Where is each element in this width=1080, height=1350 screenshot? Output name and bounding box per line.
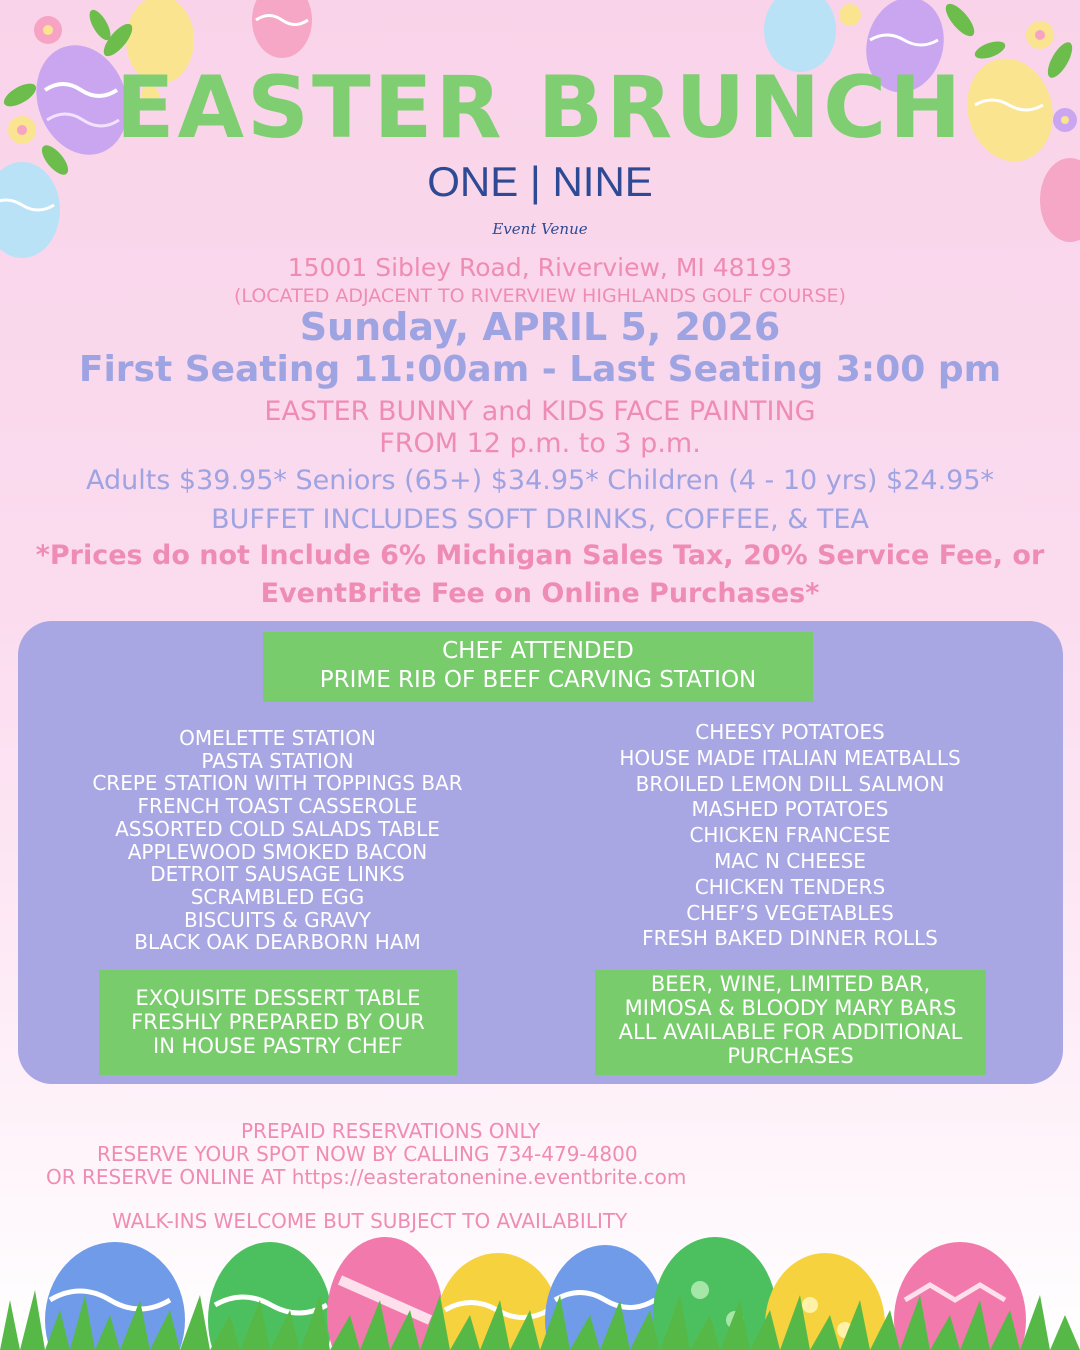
chef-station-box bbox=[263, 632, 813, 702]
menu-list-right bbox=[550, 720, 1030, 952]
menu-item: APPLEWOOD SMOKED BACON bbox=[127, 839, 428, 864]
menu-item: MAC N CHEESE bbox=[714, 848, 866, 873]
brand-logo: ONE | NINE bbox=[427, 158, 653, 205]
menu-item: DETROIT SAUSAGE LINKS bbox=[150, 862, 405, 887]
reservation-online-link[interactable]: OR RESERVE ONLINE AT https://easteratonenine.eventbrite.com bbox=[46, 1165, 687, 1189]
menu-item: FRENCH TOAST CASSEROLE bbox=[137, 794, 418, 819]
menu-item: PASTA STATION bbox=[201, 748, 354, 773]
dessert-line: FRESHLY PREPARED BY OUR bbox=[131, 1010, 425, 1034]
buffet-includes: BUFFET INCLUDES SOFT DRINKS, COFFEE, & TEA bbox=[211, 504, 869, 535]
menu-item: CHICKEN TENDERS bbox=[694, 874, 886, 899]
menu-item: CREPE STATION WITH TOPPINGS BAR bbox=[92, 771, 463, 796]
walkin-note: WALK-INS WELCOME BUT SUBJECT TO AVAILABILITY bbox=[112, 1209, 628, 1233]
chef-station-line: CHEF ATTENDED bbox=[442, 638, 634, 664]
address-note: (LOCATED ADJACENT TO RIVERVIEW HIGHLANDS GOLF COURSE) bbox=[234, 285, 846, 307]
dessert-line: EXQUISITE DESSERT TABLE bbox=[135, 986, 421, 1010]
ticket-prices: Adults $39.95* Seniors (65+) $34.95* Children (4 - 10 yrs) $24.95* bbox=[85, 465, 995, 496]
activity-time: FROM 12 p.m. to 3 p.m. bbox=[379, 428, 701, 459]
menu-item: CHEESY POTATOES bbox=[695, 720, 885, 744]
bar-line: BEER, WINE, LIMITED BAR, bbox=[650, 972, 931, 996]
menu-item: BLACK OAK DEARBORN HAM bbox=[134, 930, 421, 955]
price-note-continued: EventBrite Fee on Online Purchases* bbox=[260, 578, 820, 609]
menu-item: CHEF’S VEGETABLES bbox=[686, 900, 894, 925]
menu-item: OMELETTE STATION bbox=[179, 726, 376, 750]
menu-list-left bbox=[40, 727, 515, 954]
menu-item: HOUSE MADE ITALIAN MEATBALLS bbox=[619, 745, 961, 770]
dessert-box bbox=[99, 970, 457, 1075]
bar-box bbox=[595, 970, 986, 1075]
venue-address: 15001 Sibley Road, Riverview, MI 48193 bbox=[287, 253, 793, 282]
chef-station-line: PRIME RIB OF BEEF CARVING STATION bbox=[319, 667, 757, 693]
bar-line: PURCHASES bbox=[727, 1044, 854, 1068]
menu-item: SCRAMBLED EGG bbox=[190, 884, 365, 909]
bar-line: ALL AVAILABLE FOR ADDITIONAL bbox=[618, 1020, 963, 1044]
menu-item: FRESH BAKED DINNER ROLLS bbox=[642, 926, 938, 951]
event-title: EASTER BRUNCH bbox=[115, 58, 965, 158]
kids-activity: EASTER BUNNY and KIDS FACE PAINTING bbox=[264, 396, 816, 427]
menu-item: ASSORTED COLD SALADS TABLE bbox=[115, 816, 440, 841]
reservation-policy: PREPAID RESERVATIONS ONLY bbox=[241, 1119, 541, 1143]
menu-item: CHICKEN FRANCESE bbox=[689, 823, 891, 848]
seating-times: First Seating 11:00am - Last Seating 3:00 pm bbox=[78, 349, 1002, 390]
bar-line: MIMOSA & BLOODY MARY BARS bbox=[624, 996, 957, 1020]
easter-egg-icon bbox=[252, 0, 312, 58]
price-note: *Prices do not Include 6% Michigan Sales Tax, 20% Service Fee, or bbox=[35, 540, 1045, 571]
menu-item: BISCUITS & GRAVY bbox=[184, 907, 371, 932]
menu-item: BROILED LEMON DILL SALMON bbox=[635, 771, 945, 796]
menu-item: MASHED POTATOES bbox=[691, 797, 889, 822]
dessert-line: IN HOUSE PASTRY CHEF bbox=[153, 1034, 403, 1058]
event-date: Sunday, APRIL 5, 2026 bbox=[299, 305, 781, 349]
reservation-phone: RESERVE YOUR SPOT NOW BY CALLING 734-479-4800 bbox=[97, 1142, 638, 1166]
venue-tagline: Event Venue bbox=[492, 220, 588, 238]
